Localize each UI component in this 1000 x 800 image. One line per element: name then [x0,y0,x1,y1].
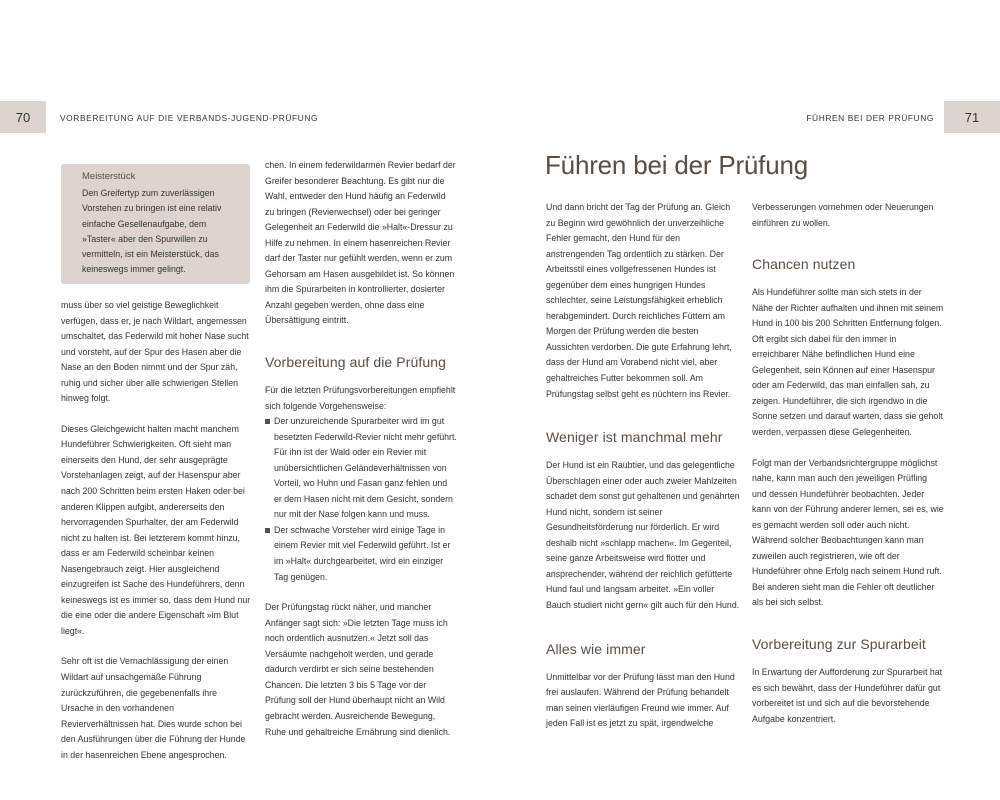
paragraph: Für die letzten Prüfungsvorbereitungen empfiehlt sich folgende Vorgehensweise: [265,385,456,411]
paragraph: Und dann bricht der Tag der Prüfung an. Gleich zu Beginn wird gewöhnlich der unverzeihliche Fehler gemacht, den Hund für den anstrengenden Tag ordentlich zu stärken. Der Arbeitsstil eines vollgefressenen Hundes ist gegenüber dem eines hungrigen Hundes schlechter, seine Leistungsfähigkeit erheblich herabgemindert. Durch reichliches Füttern am Morgen der Prüfung werden die besten Aussichten verdorben. Die gute Erfahrung lehrt, dass der Hund am Vorabend nicht viel, aber gehaltreiches Futter bekommen soll. Am Prüfungstag selbst geht es nüchtern ins Revier. [546,202,732,399]
page-title: Führen bei der Prüfung [545,150,808,180]
paragraph: Sehr oft ist die Vernachlässigung der einen Wildart auf unsachgemäße Führung zurückzuführen, die gegebenenfalls ihre Ursache in den vorhandenen Revierverhältnissen hat. Dies wurde schon bei den Ausführungen über die Führung der Hunde in der hasenreichen Ebene angesprochen. [61,656,246,760]
paragraph: Als Hundeführer sollte man sich stets in der Nähe der Richter aufhalten und ihnen mit seinem Hund in 100 bis 200 Schritten Entfernung folgen. Oft ergibt sich dabei für den immer in erreichbarer Nähe befindlichen Hund eine Gelegenheit, sein Können auf einer Hasenspur oder am Federwild, das man einfallen sah, zu zeigen. Hundeführer, die sich irgendwo in die Sonne setzen und darauf warten, dass sie geholt werden, verpassen diese Gelegenheiten. [752,287,944,438]
list-item [265,523,457,585]
info-box-text: Den Greifertyp zum zuverlässigen Vorstehen zu bringen ist eine relativ einfache Gesellenaufgabe, dem »Taster« aber den Spurwillen zu vermitteln, ist ein Meisterstück, das keineswegs immer gelingt. [82,188,222,275]
running-head-right: FÜHREN BEI DER PRÜFUNG [806,113,934,123]
page-number-right [944,101,1000,133]
bullet-list [265,414,457,585]
square-bullet-icon [265,528,270,533]
paragraph: Unmittelbar vor der Prüfung lässt man den Hund frei auslaufen. Während der Prüfung behandelt man seinen vierläufigen Freund wie immer. Auf jeden Fall ist es jetzt zu spät, irgendwelche [546,671,735,729]
list-item-text: Der schwache Vorsteher wird einige Tage in einem Revier mit viel Federwild geführt. Ist er im »Halt« durchgearbeitet, wird ein einziger Tag genügen. [274,524,451,582]
info-box-title: Meisterstück [82,171,136,182]
paragraph: chen. In einem federwildarmen Revier bedarf der Greifer besonderer Beachtung. Es gibt nur die Wahl, entweder den Hund häufig an Federwild zu bringen (Revierwechsel) oder bei geringer Gelegenheit an Federwild die »Halt«-Dressur zu Hilfe zu nehmen. In einem hasenreichen Revier darf der Taster nur gefühlt werden, wenn er zum Gehorsam am Hasen ausgebildet ist. So können ihm die Spurarbeiten in kontrollierter, dosierter Anzahl gegeben werden, ohne dass eine Übersättigung eintritt. [265,160,456,326]
section-heading-vorbereitung: Vorbereitung auf die Prüfung [265,354,447,371]
section-heading-alles: Alles wie immer [546,640,646,657]
column-3 [546,200,741,732]
column-2 [265,158,457,740]
paragraph: Der Hund ist ein Raubtier, und das gelegentliche Überschlagen einer oder auch zweier Mahlzeiten schadet dem sonst gut gehaltenen und genährten Hund nicht, sondern ist seiner Gesundheitsförderung nur förderlich. Er wird deshalb nicht »schlapp machen«. Im Gegenteil, seine ganze Arbeitsweise wird flotter und ansprechender, während der reichlich gefütterte Hund faul und langsam arbeitet. »Ein voller Bauch studiert nicht gern« gilt auch für den Hund. [546,460,740,611]
paragraph: muss über so viel geistige Beweglichkeit verfügen, dass er, je nach Wildart, angemessen umschaltet, das Federwild mit hoher Nase sucht und vorsteht, auf der Spur des Hasen aber die Nase an den Boden nimmt und der Spur zäh, ruhig und sicher über alle schwierigen Stellen hinweg folgt. [61,300,249,404]
paragraph: In Erwartung der Aufforderung zur Spurarbeit hat es sich bewährt, dass der Hundeführer dafür gut vorbereitet ist und sich auf die bevorstehende Aufgabe konzentriert. [752,667,943,724]
running-head-left: VORBEREITUNG AUF DIE VERBANDS-JUGEND-PRÜFUNG [60,113,319,123]
square-bullet-icon [265,419,270,424]
page-number-left [0,101,46,133]
paragraph: Folgt man der Verbandsrichtergruppe möglichst nahe, kann man auch den jeweiligen Prüfling und dessen Hundeführer beobachten. Jeder kann von der Führung anderer lernen, sei es, wie es gemacht werden soll oder auch nicht. Während solcher Beobachtungen kann man zuweilen auch registrieren, wie oft der Hundeführer ohne Erfolg nach seinem Hund ruft. Bei anderen sieht man die Fehler oft deutlicher als bei sich selbst. [752,457,944,608]
paragraph: Der Prüfungstag rückt näher, und mancher Anfänger sagt sich: »Die letzten Tage muss ich noch ordentlich ausnutzen.« Jetzt soll das Versäumte nachgeholt werden, und gerade dadurch verdirbt er sich seine bestehenden Chancen. Die letzten 3 bis 5 Tage vor der Prüfung soll der Hund überhaupt nicht an Wild gebracht werden. Ausreichende Bewegung, Ruhe und gehaltreiche Ernährung sind dienlich. [265,602,451,737]
paragraph: Verbesserungen vornehmen oder Neuerungen einführen zu wollen. [752,202,934,228]
list-item-text: Der unzureichende Spurarbeiter wird im gut besetzten Federwild-Revier nicht mehr geführt. Für ihn ist der Wald oder ein Revier mit unübersichtlichen Geländeverhältnissen von Vorteil, wo Huhn und Fasan ganz fehlen und er dem Hasen nicht mit dem Gesicht, sondern nur mit der Nase folgen kann und muss. [274,416,457,520]
list-item [265,414,457,523]
column-4 [752,200,944,727]
section-heading-spurarbeit: Vorbereitung zur Spurarbeit [752,636,926,653]
page-number-right-text: 71 [964,109,980,125]
column-1 [61,298,251,763]
section-heading-chancen: Chancen nutzen [752,256,856,273]
paragraph: Dieses Gleichgewicht halten macht manchem Hundeführer Schwierigkeiten. Oft sieht man einerseits den Hund, der sehr ausgeprägte Vorstehanlagen zeigt, auf der Hasenspur aber nach 200 Schritten beim ersten Haken oder bei anderen Klippen aufgibt, andererseits den hervorragenden Spurhalter, der am Federwild nicht zu halten ist. Bei letzterem kommt hinzu, dass er am Federwild scheinbar keinen Nasengebrauch zeigt. Hier ausgleichend einzugreifen ist Sache des Hundeführers, denn keineswegs ist es immer so, dass dem Hund nur die eine oder die andere Eigenschaft »im Blut liegt«. [61,423,251,636]
section-heading-weniger: Weniger ist manchmal mehr [546,429,723,446]
page-number-left-text: 70 [15,109,31,125]
